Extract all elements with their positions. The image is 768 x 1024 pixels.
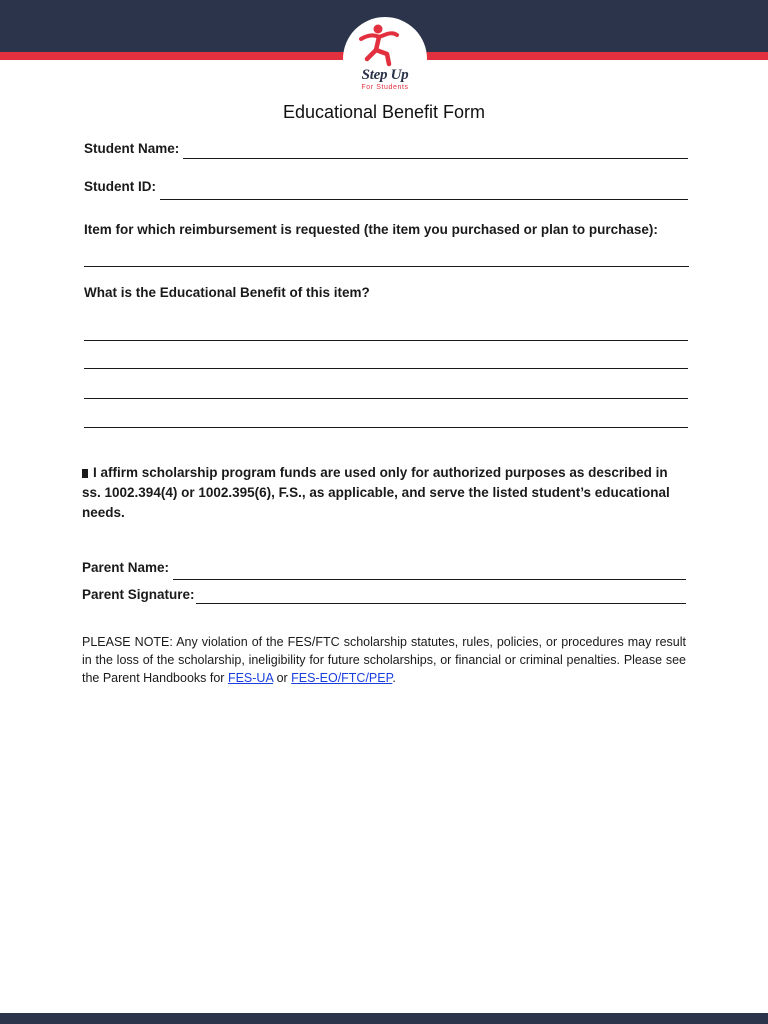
affirmation-statement	[82, 463, 690, 523]
benefit-line-4[interactable]	[84, 427, 688, 428]
logo-tagline: For Students	[361, 84, 409, 91]
fes-ua-link[interactable]: FES-UA	[227, 671, 274, 685]
parent-name-field[interactable]	[173, 579, 686, 580]
please-note-paragraph	[82, 633, 686, 687]
benefit-line-3[interactable]	[84, 398, 688, 399]
note-end: .	[392, 671, 396, 685]
step-up-logo	[343, 17, 427, 101]
student-id-label: Student ID:	[84, 179, 156, 194]
footer-band	[0, 1013, 768, 1024]
student-id-field[interactable]	[160, 199, 688, 200]
parent-signature-label: Parent Signature:	[82, 587, 195, 602]
affirm-checkbox[interactable]	[82, 469, 88, 478]
item-field[interactable]	[84, 266, 689, 267]
note-text: PLEASE NOTE: Any violation of the FES/FTC scholarship statutes, rules, policies, or procedures may result in the loss of the scholarship, ineligibility for future scholarships, or financial or criminal penalties. Please see the Parent Handbooks for	[82, 635, 686, 685]
benefit-line-1[interactable]	[84, 340, 688, 341]
student-name-field[interactable]	[183, 158, 688, 159]
form-title: Educational Benefit Form	[282, 102, 486, 122]
logo-wordmark: Step Up	[361, 67, 409, 83]
fes-eo-ftc-pep-link[interactable]: FES-EO/FTC/PEP	[291, 671, 393, 685]
affirmation-text: I affirm scholarship program funds are used only for authorized purposes as described in ss. 1002.394(4) or 1002.395(6), F.S., as applicable, and serve the listed student’s educational needs.	[82, 465, 670, 520]
parent-name-label: Parent Name:	[82, 560, 170, 575]
benefit-label: What is the Educational Benefit of this item?	[84, 285, 370, 300]
note-between: or	[273, 671, 292, 685]
parent-signature-field[interactable]	[196, 603, 686, 604]
student-name-label: Student Name:	[84, 141, 180, 156]
benefit-line-2[interactable]	[84, 368, 688, 369]
item-label: Item for which reimbursement is requested (the item you purchased or plan to purchase):	[84, 222, 658, 237]
